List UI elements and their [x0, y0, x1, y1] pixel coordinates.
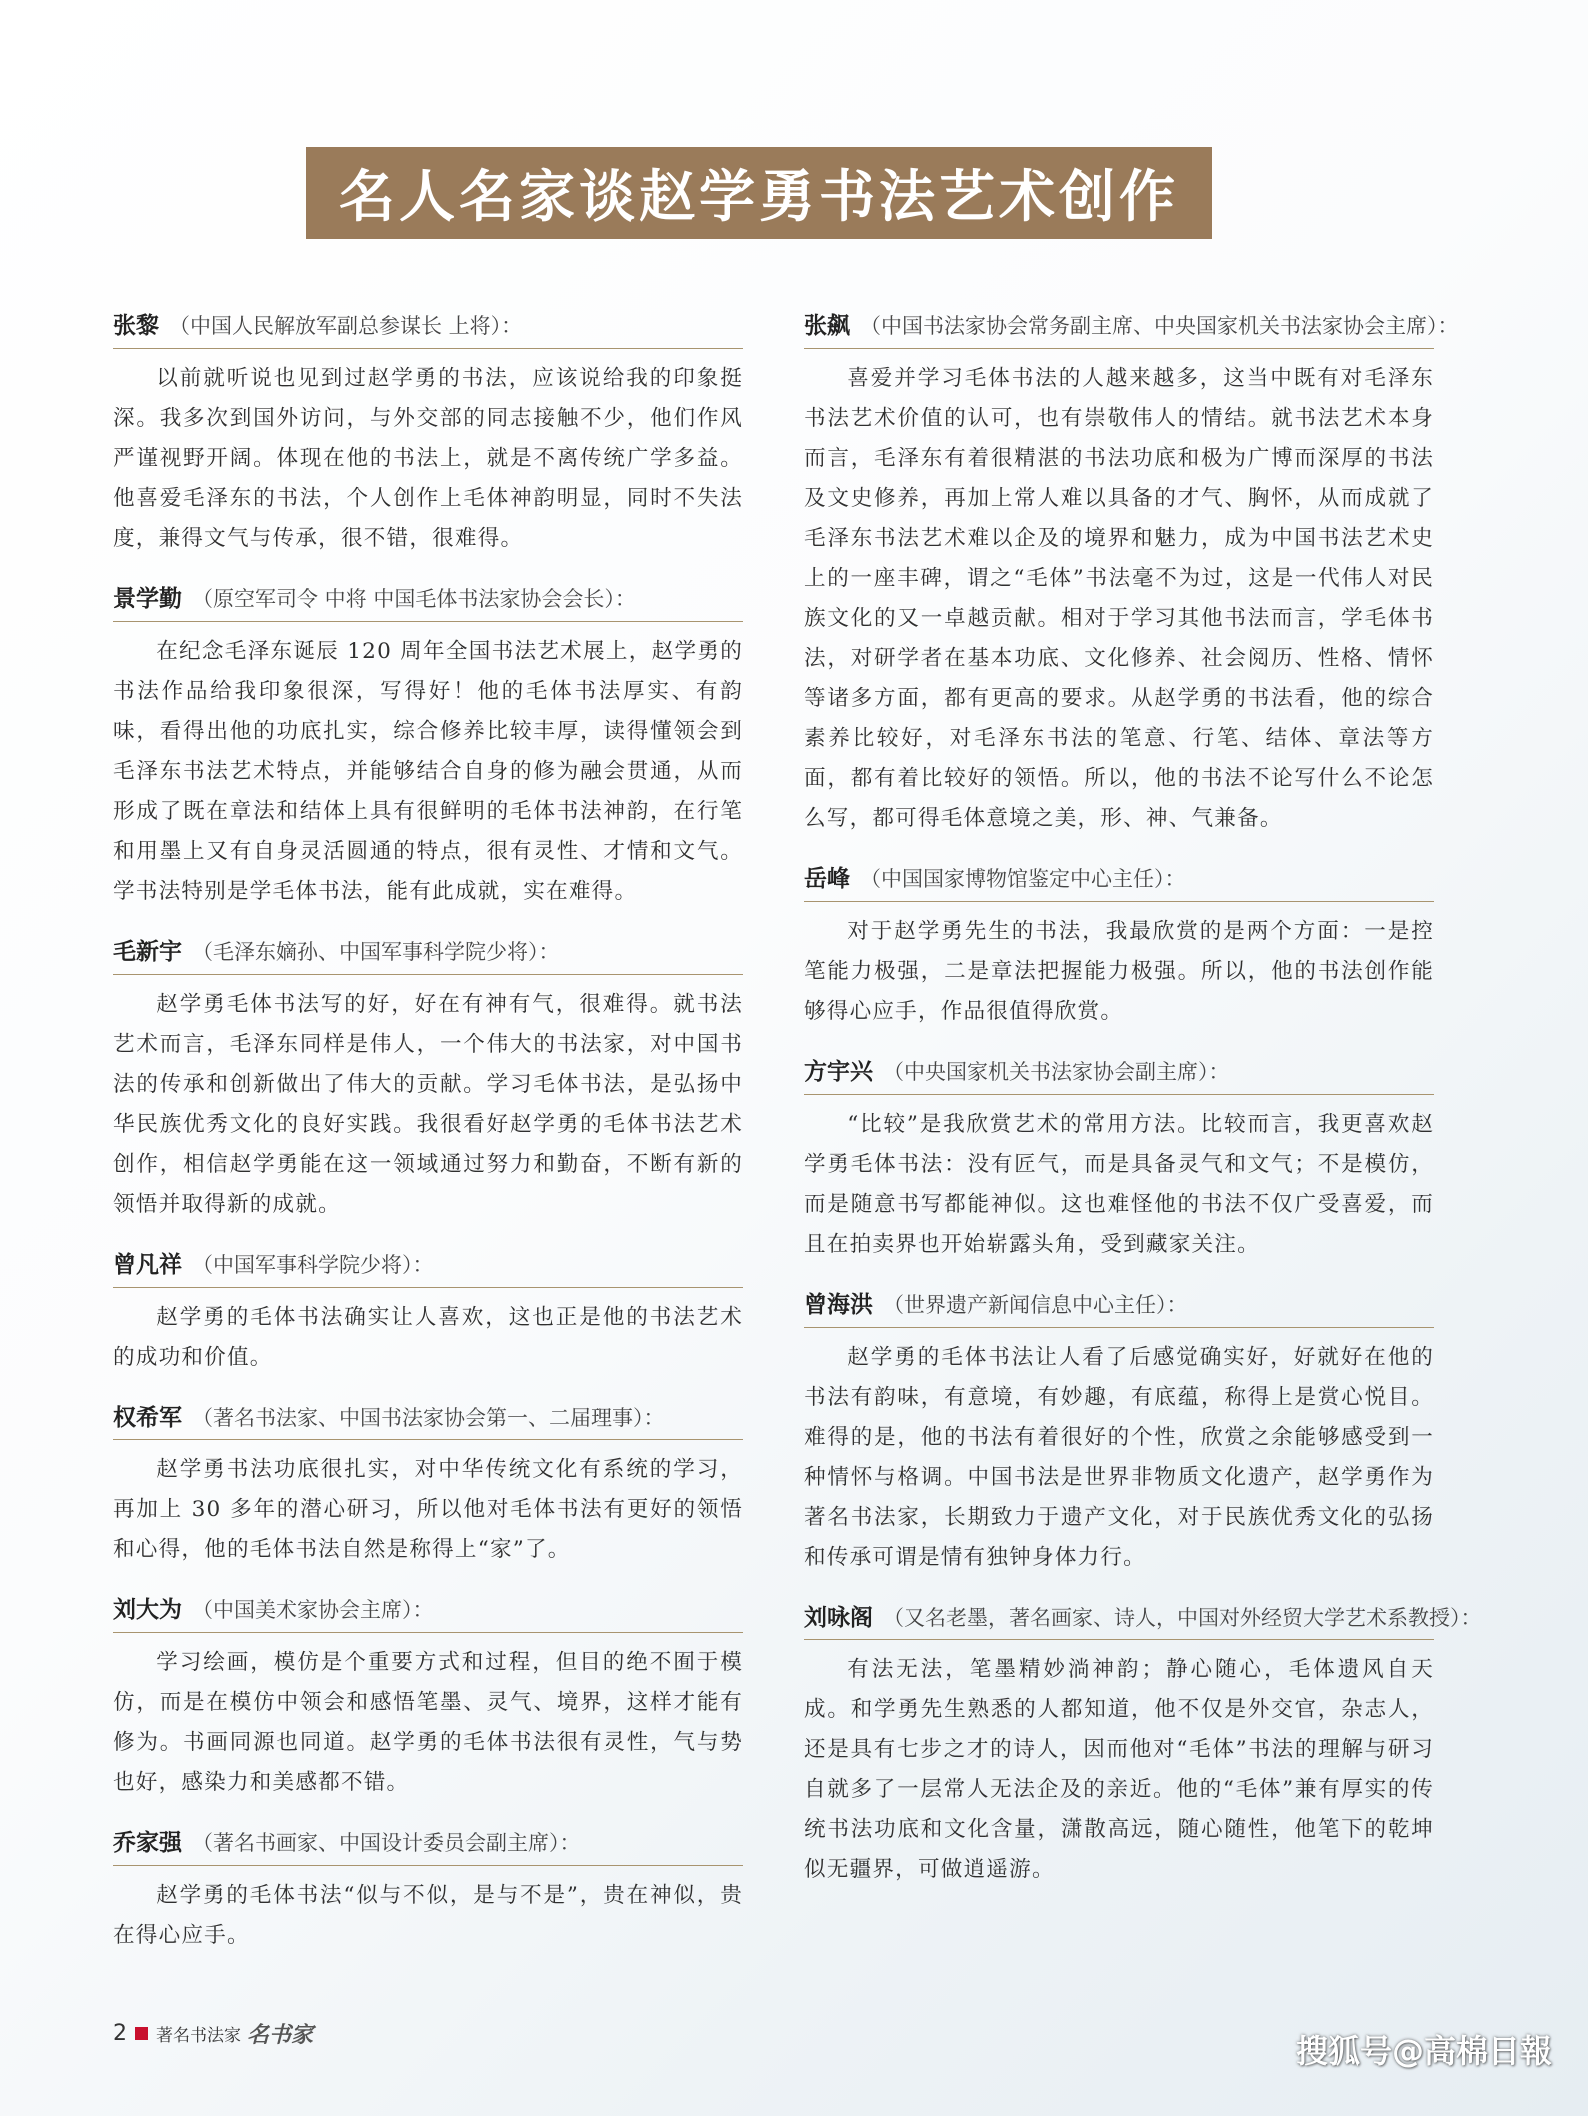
commentary-text: 赵学勇书法功底很扎实，对中华传统文化有系统的学习，再加上 30 多年的潜心研习，所以他对毛体书法有更好的领悟和心得，他的毛体书法自然是称得上“家”了。: [113, 1457, 743, 1563]
page-title: 名人名家谈赵学勇书法艺术创作: [339, 164, 1179, 230]
entry-heading: [804, 861, 1434, 902]
entry-heading: [113, 1825, 743, 1866]
red-square-icon: [135, 2027, 148, 2040]
author-title: （中国美术家协会主席）：: [192, 1598, 434, 1623]
brush-calligraphy-mark: 名书家: [247, 2023, 314, 2048]
commentary-entry: [113, 308, 743, 559]
author-name: 刘咏阁: [804, 1604, 873, 1631]
commentary-entry: [804, 1054, 1434, 1265]
commentary-text: 在纪念毛泽东诞辰 120 周年全国书法艺术展上，赵学勇的书法作品给我印象很深，写得好！他的毛体书法厚实、有韵味，看得出他的功底扎实，综合修养比较丰厚，读得懂领会到毛泽东书法艺术特点，并能够结合自身的修为融会贯通，从而形成了既在章法和结体上具有很鲜明的毛体书法神韵，在行笔和用墨上又有自身灵活圆通的特点，很有灵性、才情和文气。学书法特别是学毛体书法，能有此成就，实在难得。: [113, 638, 743, 904]
author-name: 曾海洪: [804, 1291, 873, 1318]
author-title: （中央国家机关书法家协会副主席）：: [883, 1059, 1230, 1084]
right-column: [804, 308, 1482, 1912]
entry-heading: [113, 581, 743, 622]
entry-heading: [804, 1600, 1482, 1641]
commentary-entry: [804, 1287, 1434, 1578]
author-name: 张黎: [113, 313, 159, 339]
commentary-text: 以前就听说也见到过赵学勇的书法，应该说给我的印象挺深。我多次到国外访问，与外交部的同志接触不少，他们作风严谨视野开阔。体现在他的书法上，就是不离传统广学多益。他喜爱毛泽东的书法，个人创作上毛体神韵明显，同时不失法度，兼得文气与传承，很不错，很难得。: [113, 365, 743, 551]
commentary-text: 喜爱并学习毛体书法的人越来越多，这当中既有对毛泽东书法艺术价值的认可，也有崇敬伟人的情结。就书法艺术本身而言，毛泽东有着很精湛的书法功底和极为广博而深厚的书法及文史修养，再加上常人难以具备的才气、胸怀，从而成就了毛泽东书法艺术难以企及的境界和魅力，成为中国书法艺术史上的一座丰碑，谓之“毛体”书法毫不为过，这是一代伟人对民族文化的又一卓越贡献。相对于学习其他书法而言，学毛体书法，对研学者在基本功底、文化修养、社会阅历、性格、情怀等诸多方面，都有更高的要求。从赵学勇的书法看，他的综合素养比较好，对毛泽东书法的笔意、行笔、结体、章法等方面，都有着比较好的领悟。所以，他的书法不论写什么不论怎么写，都可得毛体意境之美，形、神、气兼备。: [804, 365, 1434, 831]
commentary-entry: [113, 934, 743, 1225]
entry-heading: [113, 934, 743, 975]
author-name: 景学勤: [113, 585, 182, 612]
author-name: 乔家强: [113, 1830, 182, 1857]
entry-heading: [113, 1247, 743, 1288]
author-name: 方宇兴: [804, 1058, 873, 1085]
entry-heading: [804, 308, 1459, 349]
commentary-entry: [113, 1400, 743, 1571]
commentary-entry: [113, 581, 743, 912]
entry-heading: [804, 1287, 1434, 1328]
author-name: 曾凡祥: [113, 1251, 182, 1278]
commentary-entry: [113, 1825, 743, 1956]
author-title: （中国书法家协会常务副主席、中央国家机关书法家协会主席）：: [860, 314, 1459, 338]
author-title: （中国人民解放军副总参谋长 上将）：: [169, 314, 523, 338]
commentary-text: 对于赵学勇先生的书法，我最欣赏的是两个方面：一是控笔能力极强，二是章法把握能力极强。所以，他的书法创作能够得心应手，作品很值得欣赏。: [804, 918, 1434, 1024]
commentary-text: 赵学勇的毛体书法确实让人喜欢，这也正是他的书法艺术的成功和价值。: [113, 1304, 743, 1370]
author-title: （毛泽东嫡孙、中国军事科学院少将）：: [192, 939, 560, 964]
author-title: （世界遗产新闻信息中心主任）：: [883, 1292, 1188, 1317]
commentary-text: 赵学勇的毛体书法让人看了后感觉确实好，好就好在他的书法有韵味，有意境，有妙趣，有底蕴，称得上是赏心悦目。难得的是，他的书法有着很好的个性，欣赏之余能够感受到一种情怀与格调。中国书法是世界非物质文化遗产，赵学勇作为著名书法家，长期致力于遗产文化，对于民族优秀文化的弘扬和传承可谓是情有独钟身体力行。: [804, 1344, 1434, 1570]
author-name: 权希军: [113, 1404, 182, 1431]
author-title: （中国国家博物馆鉴定中心主任）：: [860, 866, 1186, 891]
entry-heading: [113, 1592, 743, 1633]
commentary-text: 有法无法，笔墨精妙淌神韵；静心随心，毛体遗风自天成。和学勇先生熟悉的人都知道，他不仅是外交官，杂志人，还是具有七步之才的诗人，因而他对“毛体”书法的理解与研习自就多了一层常人无法企及的亲近。他的“毛体”兼有厚实的传统书法功底和文化含量，潇散高远，随心随性，他笔下的乾坤似无疆界，可做逍遥游。: [804, 1657, 1434, 1883]
commentary-text: 赵学勇毛体书法写的好，好在有神有气，很难得。就书法艺术而言，毛泽东同样是伟人，一个伟大的书法家，对中国书法的传承和创新做出了伟大的贡献。学习毛体书法，是弘扬中华民族优秀文化的良好实践。我很看好赵学勇的毛体书法艺术创作，相信赵学勇能在这一领域通过努力和勤奋，不断有新的领悟并取得新的成就。: [113, 991, 743, 1217]
author-title: （著名书画家、中国设计委员会副主席）：: [192, 1831, 581, 1856]
author-title: （又名老墨，著名画家、诗人，中国对外经贸大学艺术系教授）：: [883, 1605, 1482, 1630]
entry-heading: [804, 1054, 1434, 1095]
author-title: （原空军司令 中将 中国毛体书法家协会会长）：: [192, 586, 636, 611]
commentary-entry: [804, 861, 1434, 1032]
author-name: 毛新宇: [113, 938, 182, 965]
author-name: 岳峰: [804, 865, 850, 892]
entry-heading: [113, 1400, 743, 1441]
entry-heading: [113, 308, 743, 349]
author-name: 刘大为: [113, 1597, 182, 1624]
commentary-entry: [804, 1600, 1482, 1891]
commentary-entry: [113, 1592, 743, 1803]
left-column: [113, 308, 743, 1978]
author-title: （著名书法家、中国书法家协会第一、二届理事）：: [192, 1405, 665, 1430]
author-title: （中国军事科学院少将）：: [192, 1252, 434, 1277]
page-number: 2: [113, 2021, 127, 2046]
author-name: 张飙: [804, 313, 850, 339]
magazine-name: 著名书法家: [156, 2026, 241, 2046]
watermark: 搜狐号@高棉日報: [1295, 2032, 1552, 2070]
commentary-text: “比较”是我欣赏艺术的常用方法。比较而言，我更喜欢赵学勇毛体书法：没有匠气，而是具备灵气和文气；不是模仿，而是随意书写都能神似。这也难怪他的书法不仅广受喜爱，而且在拍卖界也开始崭露头角，受到藏家关注。: [804, 1111, 1434, 1257]
commentary-entry: [113, 1247, 743, 1378]
commentary-text: 赵学勇的毛体书法“似与不似，是与不是”，贵在神似，贵在得心应手。: [113, 1883, 743, 1949]
title-banner: [306, 147, 1212, 239]
commentary-entry: [804, 308, 1459, 839]
page-footer: [113, 2018, 313, 2049]
commentary-text: 学习绘画，模仿是个重要方式和过程，但目的绝不囿于模仿，而是在模仿中领会和感悟笔墨、灵气、境界，这样才能有修为。书画同源也同道。赵学勇的毛体书法很有灵性，气与势也好，感染力和美感都不错。: [113, 1650, 743, 1796]
